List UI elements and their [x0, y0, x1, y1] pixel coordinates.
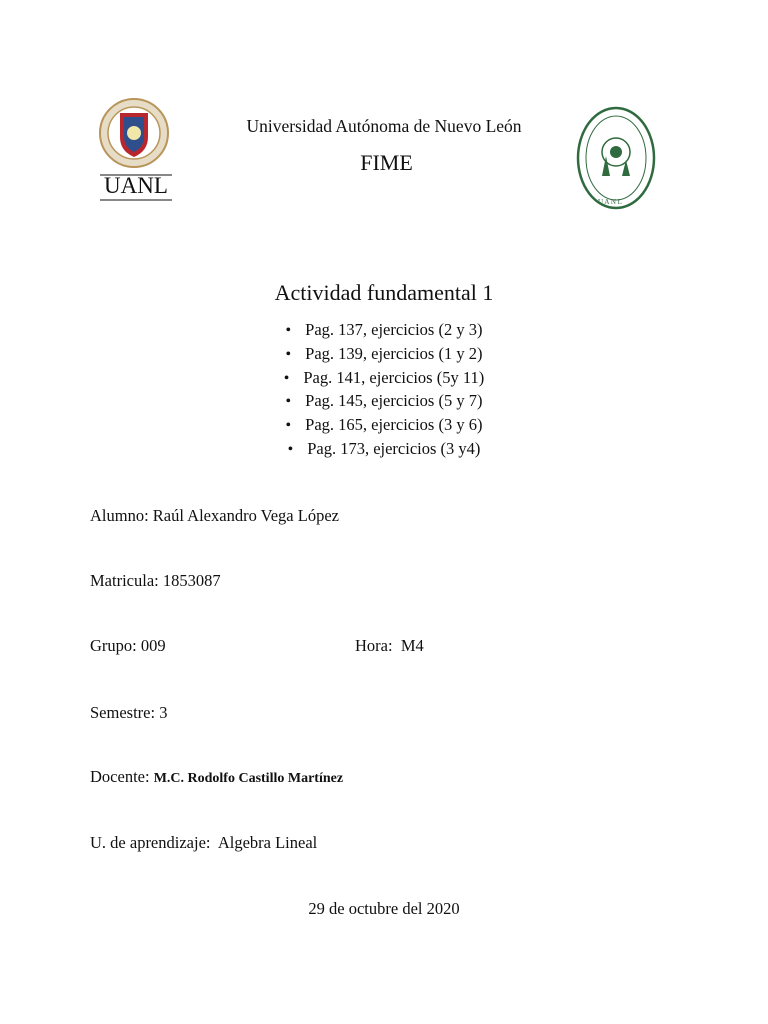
list-item: [0, 437, 768, 461]
document-date: 29 de octubre del 2020: [308, 899, 460, 918]
list-item: [0, 413, 768, 437]
student-label: Alumno:: [90, 506, 153, 525]
semester-label: Semestre:: [90, 703, 160, 722]
bullet-icon: •: [283, 369, 290, 387]
group-field: [90, 636, 166, 656]
hour-field: [355, 636, 424, 656]
matricula-label: Matricula:: [90, 571, 163, 590]
svg-text:U A N L: U A N L: [598, 198, 622, 206]
student-name: Raúl Alexandro Vega López: [152, 506, 339, 525]
faculty-title: FIME: [360, 150, 413, 175]
bullet-icon: •: [285, 393, 292, 411]
group-label: Grupo:: [90, 636, 141, 655]
semester-value: 3: [159, 703, 168, 722]
bullet-icon: •: [285, 345, 292, 363]
svg-text:UANL: UANL: [104, 173, 168, 198]
exercise-text: Pag. 145, ejercicios (5 y 7): [305, 391, 483, 411]
activity-title: Actividad fundamental 1: [274, 280, 494, 305]
list-item: [0, 318, 768, 342]
bullet-icon: •: [285, 322, 292, 339]
teacher-field: [90, 767, 343, 787]
matricula-value: 1853087: [162, 571, 221, 590]
teacher-name: M.C. Rodolfo Castillo Martínez: [153, 771, 344, 786]
teacher-label: Docente:: [90, 767, 154, 786]
learning-unit-label: U. de aprendizaje:: [90, 833, 218, 852]
matricula-field: [90, 571, 221, 591]
exercise-text: Pag. 173, ejercicios (3 y4): [307, 438, 481, 458]
exercise-text: Pag. 141, ejercicios (5y 11): [303, 367, 485, 387]
hour-value: M4: [400, 636, 424, 655]
list-item: [0, 389, 768, 413]
hour-label: Hora:: [355, 636, 401, 655]
student-field: [90, 506, 339, 526]
exercise-text: Pag. 139, ejercicios (1 y 2): [305, 343, 483, 363]
exercise-list: [0, 318, 768, 461]
group-value: 009: [140, 636, 166, 655]
semester-field: [90, 703, 167, 723]
learning-unit-field: [90, 833, 317, 853]
bullet-icon: •: [287, 440, 294, 458]
exercise-text: Pag. 137, ejercicios (2 y 3): [305, 320, 483, 339]
bullet-icon: •: [285, 417, 292, 435]
university-name: Universidad Autónoma de Nuevo León: [246, 116, 522, 136]
list-item: [0, 366, 768, 390]
exercise-text: Pag. 165, ejercicios (3 y 6): [305, 415, 483, 435]
learning-unit-value: Algebra Lineal: [217, 833, 318, 852]
list-item: [0, 342, 768, 366]
